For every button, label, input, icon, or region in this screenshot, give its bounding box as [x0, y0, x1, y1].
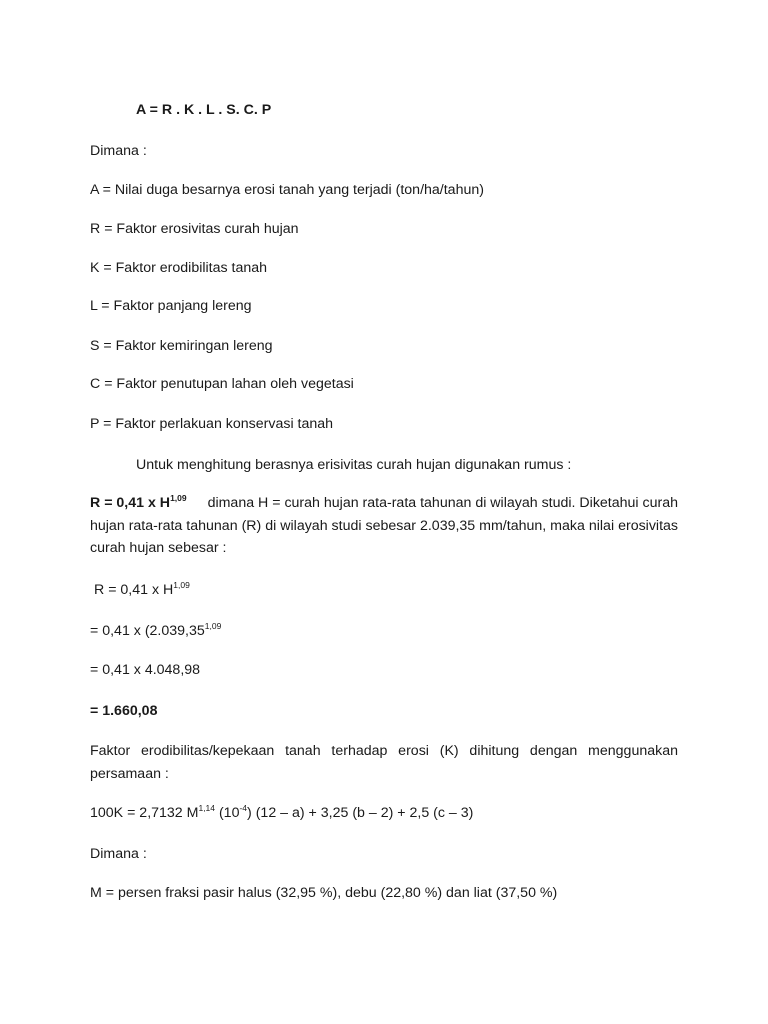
definition-p: P = Faktor perlakuan konservasi tanah — [90, 416, 334, 432]
definition-c: C = Faktor penutupan lahan oleh vegetasi — [90, 376, 354, 392]
calc-step-1: R = 0,41 x H$^{1,09}$ — [94, 580, 190, 598]
calc-result: = 1.660,08 — [90, 703, 158, 719]
main-formula: A = R . K . L . S. C. P — [136, 102, 272, 118]
calc-step-3: = 0,41 x 4.048,98 — [90, 662, 201, 678]
definition-a: A = Nilai duga besarnya erosi tanah yang terjadi (ton/ha/tahun) — [90, 182, 484, 198]
k-paragraph — [90, 740, 678, 785]
r-paragraph-line-2: hujan rata-rata tahunan (R) di wilayah studi sebesar 2.039,35 mm/tahun, maka nilai erosivitas — [90, 517, 678, 534]
definition-s: S = Faktor kemiringan lereng — [90, 338, 273, 354]
definition-l: L = Faktor panjang lereng — [90, 298, 252, 314]
k-paragraph-line-1: Faktor erodibilitas/kepekaan tanah terhadap erosi (K) dihitung dengan menggunakan — [90, 743, 678, 759]
r-paragraph-line-1 — [90, 492, 678, 515]
calc-step-2: = 0,41 x (2.039,35$^{1,09}$ — [90, 621, 222, 639]
definition-r: R = Faktor erosivitas curah hujan — [90, 221, 299, 237]
intro-rumus: Untuk menghitung berasnya erisivitas curah hujan digunakan rumus : — [136, 457, 572, 473]
definition-m: M = persen fraksi pasir halus (32,95 %), debu (22,80 %) dan liat (37,50 %) — [90, 885, 558, 901]
k-formula: 100K = 2,7132 M$^{1,14}$ $(10^{-4})$ (12 – a) + 3,25 (b – 2) + 2,5 (c – 3) — [90, 803, 474, 821]
r-paragraph-line-3: curah hujan sebesar : — [90, 540, 227, 556]
dimana-label-1: Dimana : — [90, 143, 147, 159]
r-paragraph — [90, 492, 678, 560]
k-paragraph-line-2: persamaan : — [90, 765, 169, 782]
definition-k: K = Faktor erodibilitas tanah — [90, 260, 268, 276]
r-paragraph-rest: dimana H = curah hujan rata-rata tahunan di wilayah studi. Diketahui curah — [207, 495, 678, 511]
r-formula: R = 0,41 x H$^{1,09}$ — [90, 493, 187, 511]
dimana-label-2: Dimana : — [90, 846, 147, 862]
